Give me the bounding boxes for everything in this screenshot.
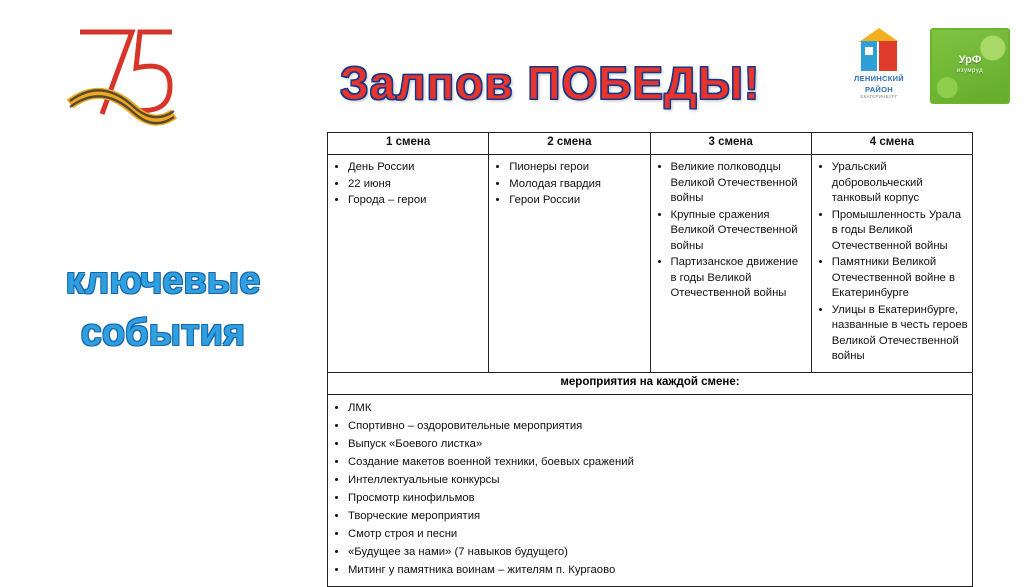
house-icon — [851, 28, 907, 72]
side-heading — [28, 255, 298, 359]
list-item: • Создание макетов военной техники, боевых сражений — [348, 454, 968, 471]
list-item: • Партизанское движение в годы Великой Отечественной войны — [671, 255, 807, 302]
cell-shift-2 — [489, 155, 650, 373]
table-row — [328, 155, 973, 373]
shifts-table — [327, 132, 973, 587]
shift-1-list — [332, 160, 484, 209]
urfo-logo-line2: изумруд — [956, 68, 984, 74]
shifts-table-wrapper — [327, 132, 973, 587]
column-header-shift-2: 2 смена — [489, 133, 650, 155]
list-item: • Уральский добровольческий танковый корпус — [832, 160, 968, 207]
shift-2-list — [493, 160, 645, 209]
list-item: • Творческие мероприятия — [348, 508, 968, 525]
events-list — [332, 400, 968, 579]
shift-3-list — [655, 160, 807, 302]
urfo-logo-line1: УрФ — [958, 54, 982, 66]
list-item: • Памятники Великой Отечественной войне в Екатеринбурге — [832, 255, 968, 302]
urfo-izumrud-logo — [930, 28, 1010, 104]
anniversary-75-logo — [62, 18, 182, 128]
list-item: • Промышленность Урала в годы Великой Отечественной войны — [832, 208, 968, 255]
events-header: мероприятия на каждой смене: — [328, 372, 973, 394]
list-item: • ЛМК — [348, 400, 968, 417]
list-item: • Интеллектуальные конкурсы — [348, 472, 968, 489]
list-item: • 22 июня — [348, 177, 484, 193]
events-row — [328, 394, 973, 586]
column-header-shift-4: 4 смена — [811, 133, 972, 155]
list-item: • Пионеры герои — [509, 160, 645, 176]
column-header-shift-3: 3 смена — [650, 133, 811, 155]
side-heading-line2: события — [80, 312, 246, 354]
list-item: • Улицы в Екатеринбурге, названные в честь героев Великой Отечественной войны — [832, 303, 968, 365]
leninsky-logo-line3: ЕКАТЕРИНБУРГ — [860, 94, 898, 99]
list-item: • Города – герои — [348, 193, 484, 209]
cell-shift-3 — [650, 155, 811, 373]
leninsky-logo-line1: ЛЕНИНСКИЙ — [854, 74, 904, 83]
list-item: • Спортивно – оздоровительные мероприятия — [348, 418, 968, 435]
list-item: • Митинг у памятника воинам – жителям п. Кургаово — [348, 562, 968, 579]
leninsky-logo-line2: РАЙОН — [865, 85, 893, 94]
column-header-shift-1: 1 смена — [328, 133, 489, 155]
list-item: • Выпуск «Боевого листка» — [348, 436, 968, 453]
list-item: • «Будущее за нами» (7 навыков будущего) — [348, 544, 968, 561]
page-title: Залпов ПОБЕДЫ! — [339, 57, 761, 109]
list-item: • Герои России — [509, 193, 645, 209]
cell-shift-1 — [328, 155, 489, 373]
table-header-row — [328, 133, 973, 155]
cell-shift-4 — [811, 155, 972, 373]
shift-4-list — [816, 160, 968, 365]
list-item: • Великие полководцы Великой Отечественной войны — [671, 160, 807, 207]
leninsky-district-logo — [843, 28, 915, 100]
events-header-row — [328, 372, 973, 394]
list-item: • Крупные сражения Великой Отечественной войны — [671, 208, 807, 255]
urfo-logo-badge — [957, 55, 983, 77]
list-item: • Молодая гвардия — [509, 177, 645, 193]
list-item: • Смотр строя и песни — [348, 526, 968, 543]
list-item: • День России — [348, 160, 484, 176]
side-heading-line1: ключевые — [65, 260, 261, 302]
list-item: • Просмотр кинофильмов — [348, 490, 968, 507]
events-cell — [328, 394, 973, 586]
